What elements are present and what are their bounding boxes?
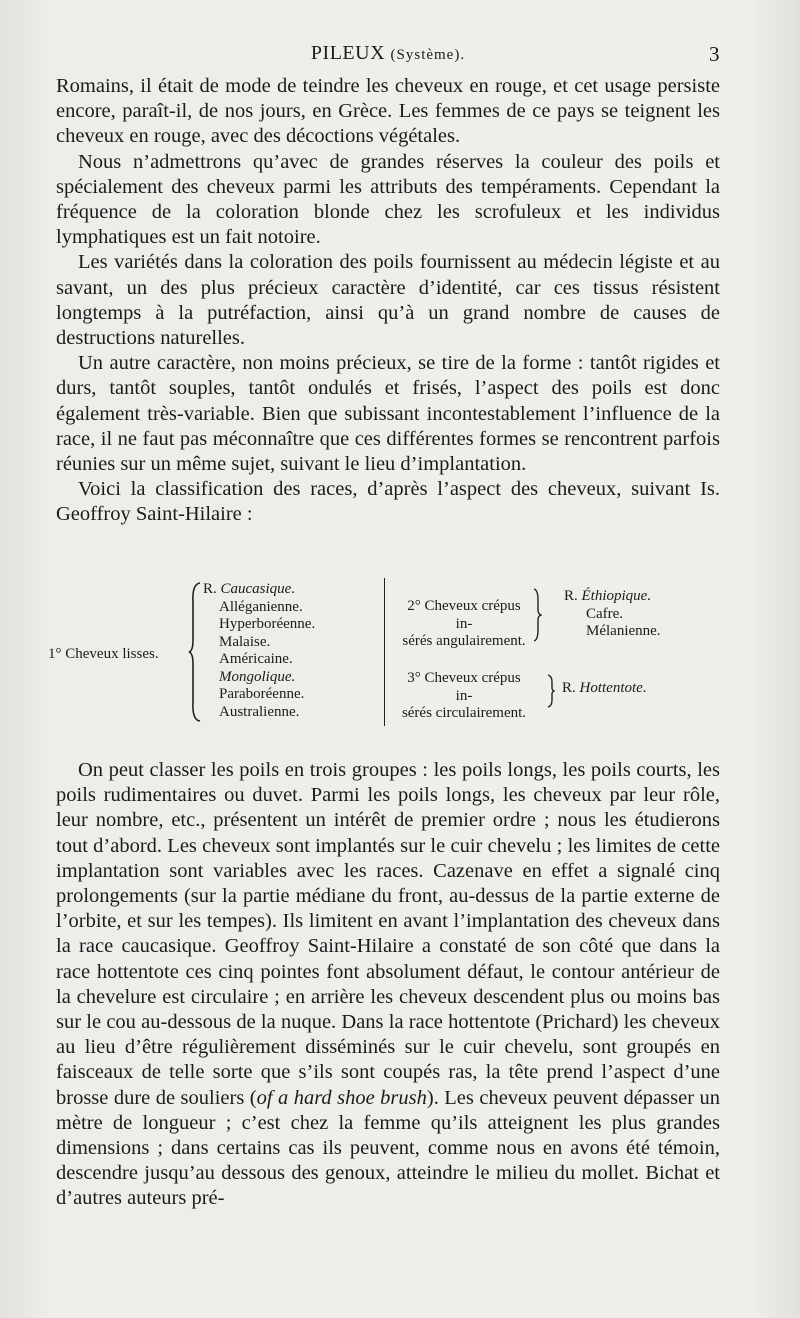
group1-race-list bbox=[203, 581, 315, 721]
race-item: Cafre. bbox=[586, 605, 624, 622]
race-classification-table bbox=[40, 578, 740, 730]
group2-label: 2° Cheveux crépus in- sérés angulairement. bbox=[402, 598, 526, 649]
paragraph: Voici la classification des races, d’après l’aspect des cheveux, suivant Is. Geoffroy Saint-Hilaire : bbox=[56, 478, 720, 526]
running-section: (Système). bbox=[390, 47, 466, 63]
column-divider bbox=[384, 578, 385, 726]
text-block-top bbox=[56, 74, 720, 528]
text-block-bottom bbox=[56, 758, 720, 1212]
paragraph: Un autre caractère, non moins précieux, se tire de la forme : tantôt rigides et durs, tantôt souples, tantôt ondulés et frisés, l’aspect des poils est donc également très-variable. Bien que subissant incontestablement l’influence de la race, il ne faut pas méconnaître que ces différentes formes se rencontrent parfois réunies sur un même sujet, suivant le lieu d’implantation. bbox=[56, 352, 720, 476]
running-title: PILEUX (Système). bbox=[310, 42, 466, 64]
paragraph: Nous n’admettrons qu’avec de grandes réserves la couleur des poils et spécialement des cheveux parmi les attributs des tempéraments. Cependant la fréquence de la coloration blonde chez les scrofuleux et les individus lymphatiques est un fait notoire. bbox=[56, 150, 720, 249]
running-header bbox=[56, 42, 720, 72]
group3-label: 3° Cheveux crépus in- sérés circulairement. bbox=[401, 670, 527, 721]
race-item: Alléganienne. bbox=[219, 598, 303, 615]
race-item: R. Hottentote. bbox=[562, 680, 647, 696]
left-brace bbox=[188, 582, 202, 722]
group1-label: 1° Cheveux lisses. bbox=[48, 646, 159, 662]
race-item: R. Caucasique. bbox=[203, 581, 296, 597]
race-item: Australienne. bbox=[219, 703, 300, 720]
race-item: Hyperboréenne. bbox=[219, 616, 316, 632]
race-item: R. Éthiopique. bbox=[564, 588, 652, 604]
page-number: 3 bbox=[709, 42, 720, 66]
race-item: Malaise. bbox=[219, 633, 271, 650]
race-item: Paraboréenne. bbox=[219, 686, 305, 702]
group3-brace bbox=[545, 674, 555, 708]
paragraph: Romains, il était de mode de teindre les cheveux en rouge, et cet usage persiste encore, paraît-il, de nos jours, en Grèce. Les femmes de ce pays se teignent les cheveux en rouge, avec des décoctions végétales. bbox=[56, 75, 720, 148]
paragraph: Les variétés dans la coloration des poils fournissent au médecin légiste et au savant, un des plus précieux caractère d’identité, car ces tissus résistent longtemps à la putréfaction, ainsi qu’à un grand nombre de causes de destructions naturelles. bbox=[56, 251, 720, 350]
race-item: Mélanienne. bbox=[586, 623, 661, 639]
group2-brace bbox=[530, 588, 542, 642]
italic-phrase: of a hard shoe brush bbox=[256, 1086, 427, 1109]
race-item: Mongolique. bbox=[219, 668, 296, 685]
group2-race-list bbox=[548, 588, 661, 641]
race-item: Américaine. bbox=[219, 651, 293, 667]
paragraph: On peut classer les poils en trois groupes : les poils longs, les poils courts, les poils rudimentaires ou duvet. Parmi les poils longs, les cheveux par leur rôle, leur nombre, etc., présentent un intérêt de premier ordre ; nous les étudierons tout d’abord. Les cheveux sont implantés sur le cuir chevelu ; les limites de cette implantation sont variables avec les races. Cazenave en effet a signalé cinq prolongements (sur la partie médiane du front, au-dessus de la partie externe de l’orbite, et sur les tempes). Ils limitent en avant l’implantation des cheveux dans la race caucasique. Geoffroy Saint-Hilaire a constaté de son côté que dans la race hottentote ces cinq pointes font absolument défaut, le contour antérieur de la chevelure est circulaire ; en arrière les cheveux descendent plus ou moins bas sur le cou au-dessous de la nuque. Dans la race hottentote (Prichard) les cheveux au lieu d’être régulièrement disséminés sur le cuir chevelu, sont groupés en faisceaux de telle sorte que s’ils sont coupés ras, la tête prend l’aspect d’une brosse dure de souliers (of a hard shoe brush). Les cheveux peuvent dépasser un mètre de longueur ; c’est chez la femme qu’ils atteignent les plus grandes dimensions ; dans certains cas ils peuvent, comme nous en avons été témoin, descendre jusqu’au dessous des genoux, atteindre le milieu du mollet. Bichat et d’autres auteurs pré- bbox=[56, 759, 720, 1210]
group3-race-list bbox=[562, 680, 647, 698]
